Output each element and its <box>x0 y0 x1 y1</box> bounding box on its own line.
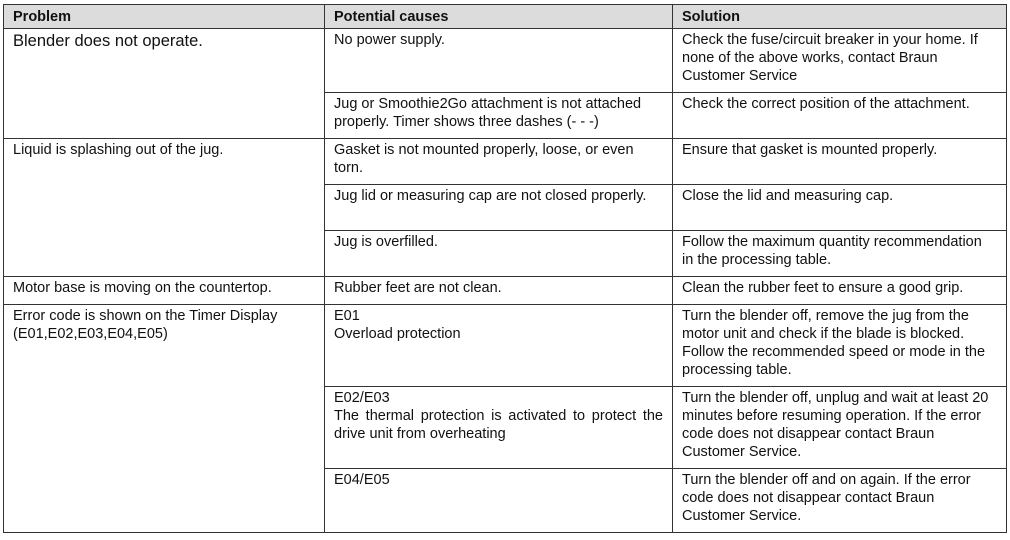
header-solution: Solution <box>673 5 1007 29</box>
problem-cell: Liquid is splashing out of the jug. <box>4 139 325 277</box>
solution-cell: Turn the blender off, unplug and wait at least 20 minutes before resuming operation. If the error code does not disappear contact Braun Customer Service. <box>673 387 1007 469</box>
solution-cell: Clean the rubber feet to ensure a good grip. <box>673 277 1007 305</box>
solution-cell: Turn the blender off and on again. If the error code does not disappear contact Braun Customer Service. <box>673 469 1007 533</box>
header-problem: Problem <box>4 5 325 29</box>
solution-cell: Close the lid and measuring cap. <box>673 185 1007 231</box>
solution-cell: Turn the blender off, remove the jug from the motor unit and check if the blade is blocked. Follow the recommended speed or mode in the processing table. <box>673 305 1007 387</box>
problem-cell: Error code is shown on the Timer Display (E01,E02,E03,E04,E05) <box>4 305 325 533</box>
error-code: E02/E03 <box>334 390 390 406</box>
cause-text: The thermal protection is activated to protect the drive unit from overheating <box>334 408 663 442</box>
cause-cell <box>325 387 673 469</box>
error-code: E01 <box>334 308 360 324</box>
problem-cell: Blender does not operate. <box>4 29 325 139</box>
solution-cell: Follow the maximum quantity recommendation in the processing table. <box>673 231 1007 277</box>
problem-cell: Motor base is moving on the countertop. <box>4 277 325 305</box>
error-code: E04/E05 <box>334 472 390 488</box>
cause-cell: Jug lid or measuring cap are not closed properly. <box>325 185 673 231</box>
solution-cell: Check the fuse/circuit breaker in your home. If none of the above works, contact Braun Customer Service <box>673 29 1007 93</box>
table-row <box>4 29 1007 93</box>
cause-cell <box>325 305 673 387</box>
table-row <box>4 139 1007 185</box>
header-potential-causes: Potential causes <box>325 5 673 29</box>
cause-cell: Rubber feet are not clean. <box>325 277 673 305</box>
cause-cell: Gasket is not mounted properly, loose, or even torn. <box>325 139 673 185</box>
cause-cell <box>325 469 673 533</box>
header-row <box>4 5 1007 29</box>
cause-text: Overload protection <box>334 326 461 342</box>
solution-cell: Check the correct position of the attachment. <box>673 93 1007 139</box>
table-row <box>4 277 1007 305</box>
cause-cell: Jug or Smoothie2Go attachment is not attached properly. Timer shows three dashes (- - -) <box>325 93 673 139</box>
cause-cell: Jug is overfilled. <box>325 231 673 277</box>
solution-cell: Ensure that gasket is mounted properly. <box>673 139 1007 185</box>
troubleshooting-table <box>3 4 1007 533</box>
cause-cell: No power supply. <box>325 29 673 93</box>
table-row <box>4 305 1007 387</box>
